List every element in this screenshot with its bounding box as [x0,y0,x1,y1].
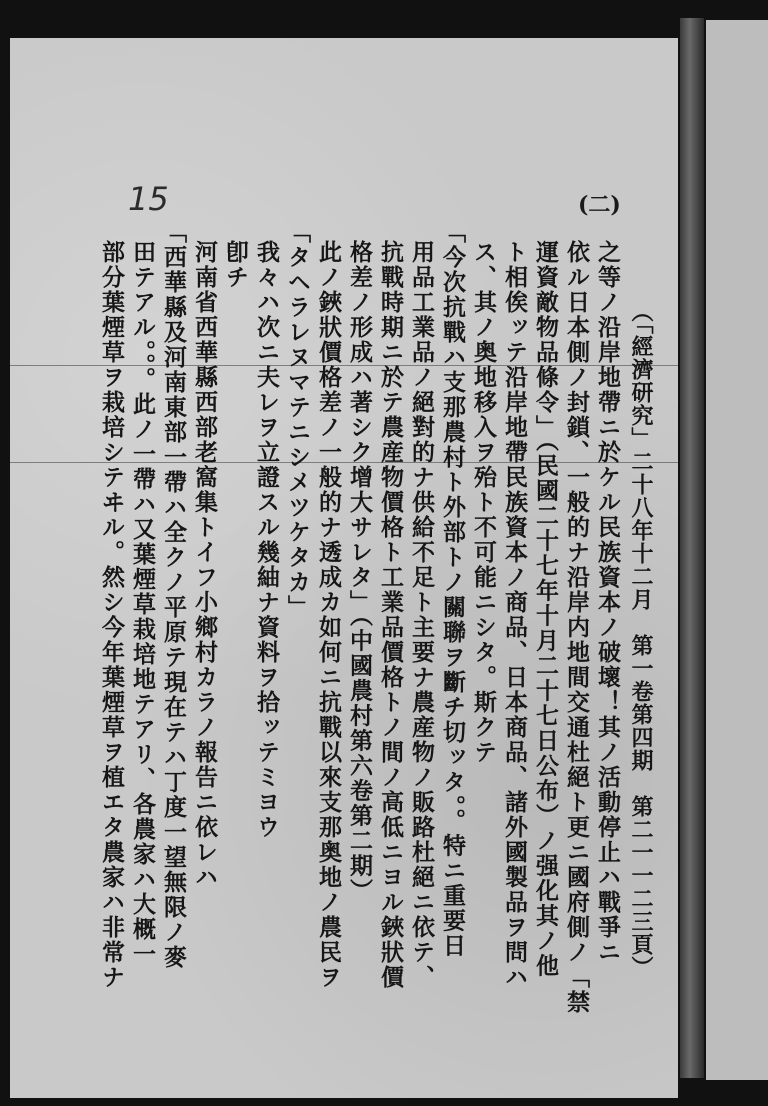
handwritten-page-number: 15 [128,180,169,218]
adjacent-page [706,20,768,1080]
document-page [10,38,678,1098]
citation: （「經濟研究」二十八年十二月 第一卷第四期 第二一一二三頁） [628,300,654,979]
text-column-5: ス、其ノ奥地移入ヲ殆ト不可能ニシタ。斯クテ [470,240,497,765]
text-column-15: 「西華縣及河南東部一帶ハ全クノ平原テ現在テハ丁度一望無限ノ麥 [160,220,187,970]
page-edge [680,18,704,1078]
text-column-4: ト相俟ッテ沿岸地帶民族資本ノ商品、日本商品、諸外國製品ヲ問ハ [501,240,528,990]
text-column-8: 抗戰時期ニ於テ農産物價格ト工業品價格トノ間ノ高低ニヨル鋏狀價 [377,240,404,990]
section-marker: (二) [578,192,621,218]
text-column-7: 用品工業品ノ絕對的ナ供給不足ト主要ナ農産物ノ販路杜絕ニ依テ、 [408,240,435,990]
text-column-3: 運資敵物品條令」（民國二十七年十月二十七日公布）ノ强化其ノ他 [532,240,559,979]
text-column-12: 我々ハ次ニ夫レヲ立證スル幾紬ナ資料ヲ拾ッテミヨウ [253,240,280,840]
text-column-16: 田テアル。。。此ノ一帶ハ又葉煙草栽培地テアリ、各農家ハ大概一 [129,240,156,967]
text-column-6: 「今次抗戰ハ支那農村ト外部トノ關聯ヲ斷チ切ッタ。。特ニ重要日 [439,220,466,959]
text-column-14: 河南省西華縣西部老窩集トイフ小鄉村カラノ報告ニ依レハ [191,240,218,890]
text-column-10: 此ノ鋏狀價格差ノ一般的ナ透成カ如何ニ抗戰以來支那奥地ノ農民ヲ [315,240,342,990]
text-column-17: 部分葉煙草ヲ栽培シテヰル。然シ今年葉煙草ヲ植エタ農家ハ非常ナ [98,240,125,990]
text-column-9: 格差ノ形成ハ著シク增大サレタ」（中國農村第六卷第二期） [346,240,373,904]
text-column-1: 之等ノ沿岸地帶ニ於ケル民族資本ノ破壞！其ノ活動停止ハ戰爭ニ [594,240,621,965]
text-column-11: 「タヘラレヌマテニシメツケタカ」 [284,220,311,620]
text-column-2: 依ル日本側ノ封鎖、一般的ナ沿岸内地間交通杜絕ト更ニ國府側ノ「禁 [563,240,590,1015]
text-column-13: 卽チ [222,240,249,290]
